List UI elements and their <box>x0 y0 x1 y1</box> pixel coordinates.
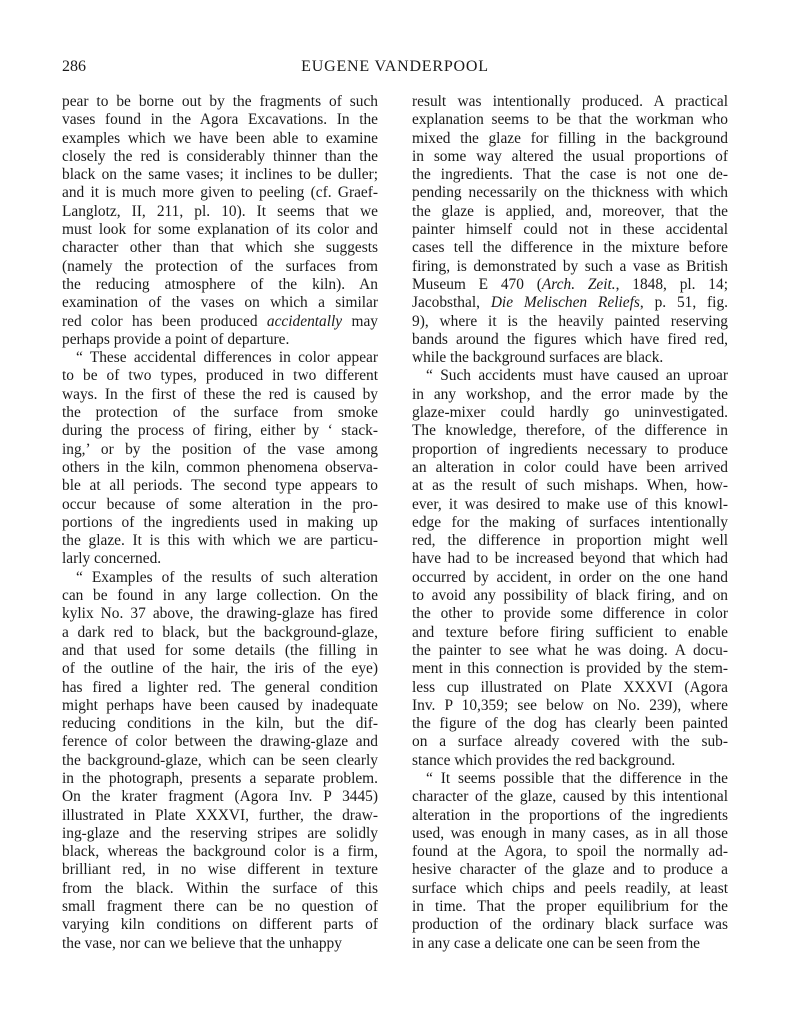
right-column-line: Jacobsthal, Die Melischen Reliefs, p. 51, fig. <box>412 294 728 312</box>
left-column <box>62 93 378 953</box>
left-column-line: character other than that which she suggests <box>62 239 378 257</box>
left-column-line: pear to be borne out by the fragments of such <box>62 93 378 110</box>
left-column-line: black, whereas the background color is a firm, <box>62 843 378 861</box>
left-column-line: “ Examples of the results of such alteration <box>76 568 378 586</box>
left-column-line: ways. In the first of these the red is caused by <box>62 385 378 403</box>
left-column-line: On the krater fragment (Agora Inv. P 3445) <box>62 788 378 806</box>
right-column-line: The knowledge, therefore, of the difference in <box>412 422 728 440</box>
left-column-line: reducing conditions in the kiln, but the dif- <box>62 715 378 733</box>
left-column-line: occur because of some alteration in the pro- <box>62 495 378 513</box>
left-column-line: from the black. Within the surface of this <box>62 879 378 897</box>
right-column-line: the figure of the dog has clearly been painted <box>412 715 728 733</box>
right-column-line: found at the Agora, to spoil the normally ad- <box>412 843 728 861</box>
left-column-line: can be found in any large collection. On the <box>62 587 378 605</box>
left-column-line: ing,’ or by the position of the vase among <box>62 440 378 458</box>
right-column-line: character of the glaze, caused by this intentional <box>412 788 728 806</box>
left-column-line: the vase, nor can we believe that the unhappy <box>62 934 342 952</box>
left-column-line: kylix No. 37 above, the drawing-glaze has fired <box>62 605 378 623</box>
left-column-line: red color has been produced accidentally may <box>62 312 378 330</box>
left-column-line: has fired a lighter red. The general condition <box>62 678 378 696</box>
right-column-line: explanation seems to be that the workman who <box>412 111 728 129</box>
left-column-line: small fragment there can be no question of <box>62 898 378 916</box>
left-column-line: Langlotz, II, 211, pl. 10). It seems that we <box>62 202 378 220</box>
left-column-line: closely the red is considerably thinner than the <box>62 147 378 165</box>
left-column-line: might perhaps have been caused by inadequate <box>62 696 378 714</box>
right-column-line: ever, it was desired to make use of this knowl- <box>412 495 728 513</box>
right-column-line: stance which provides the red background. <box>412 751 676 769</box>
right-column-line: the glaze is applied, and, moreover, that the <box>412 202 728 220</box>
left-column-line: and that used for some details (the filling in <box>62 641 378 659</box>
left-column-line: others in the kiln, common phenomena observa- <box>62 458 378 476</box>
left-column-line: ing-glaze and the reserving stripes are solidly <box>62 824 378 842</box>
right-column-line: Inv. P 10,359; see below on No. 239), where <box>412 696 728 714</box>
right-column-line: occurred by accident, in order on the one hand <box>412 568 728 586</box>
left-column-line: examination of the vases on which a similar <box>62 294 378 312</box>
left-column-line: larly concerned. <box>62 550 162 568</box>
left-column-line: portions of the ingredients used in making up <box>62 513 378 531</box>
right-column-line: production of the ordinary black surface was <box>412 916 728 934</box>
right-column-line: cases tell the difference in the mixture before <box>412 239 728 257</box>
left-column-line: of the outline of the hair, the iris of the eye) <box>62 660 378 678</box>
right-column-line: “ Such accidents must have caused an uproar <box>426 367 728 385</box>
right-column-line: edge for the making of surfaces intentionally <box>412 513 728 531</box>
right-column-line: less cup illustrated on Plate XXXVI (Agora <box>412 678 728 696</box>
right-column-line: result was intentionally produced. A practical <box>412 93 728 110</box>
right-column-line: have had to be increased beyond that which had <box>412 550 728 568</box>
page-header <box>62 58 728 80</box>
right-column-line: in time. That the proper equilibrium for the <box>412 898 728 916</box>
left-column-line: examples which we have been able to examine <box>62 129 378 147</box>
left-column-line: (namely the protection of the surfaces from <box>62 257 378 275</box>
left-column-line: during the process of firing, either by ‘ stack- <box>62 422 378 440</box>
left-column-line: the background-glaze, which can be seen clearly <box>62 751 378 769</box>
left-column-line: and it is much more given to peeling (cf. Graef- <box>62 184 378 202</box>
right-column-line: painter himself could not in these accidental <box>412 221 728 239</box>
page-number: 286 <box>62 58 86 75</box>
right-column-line: the other to provide some difference in color <box>412 605 728 623</box>
right-column-line: Museum E 470 (Arch. Zeit., 1848, pl. 14; <box>412 275 728 293</box>
right-column-line: surface which chips and peels readily, at least <box>412 879 728 897</box>
left-column-line: the protection of the surface from smoke <box>62 404 378 422</box>
left-column-line: “ These accidental differences in color appear <box>76 349 378 367</box>
right-column-line: to avoid any possibility of black firing, and on <box>412 587 728 605</box>
left-column-line: a dark red to black, but the background-glaze, <box>62 623 378 641</box>
left-column-line: ble at all periods. The second type appears to <box>62 477 378 495</box>
left-column-line: black on the same vases; it inclines to be duller; <box>62 166 378 184</box>
right-column-line: alteration in the proportions of the ingredients <box>412 806 728 824</box>
right-column <box>412 93 728 953</box>
right-column-line: the painter to see what he was doing. A docu- <box>412 641 728 659</box>
left-column-line: to be of two types, produced in two different <box>62 367 378 385</box>
right-column-line: in some way altered the usual proportions of <box>412 147 728 165</box>
right-column-line: on a surface already covered with the sub- <box>412 733 728 751</box>
left-column-line: vases found in the Agora Excavations. In the <box>62 111 378 129</box>
right-column-line: in any workshop, and the error made by the <box>412 385 728 403</box>
right-column-line: the ingredients. That the case is not one de- <box>412 166 728 184</box>
left-column-line: the reducing atmosphere of the kiln). An <box>62 275 378 293</box>
right-column-line: firing, is demonstrated by such a vase as British <box>412 257 728 275</box>
right-column-line: while the background surfaces are black. <box>412 349 664 367</box>
left-column-line: perhaps provide a point of departure. <box>62 330 290 348</box>
left-column-line: illustrated in Plate XXXVI, further, the draw- <box>62 806 378 824</box>
right-column-line: proportion of ingredients necessary to produce <box>412 440 728 458</box>
right-column-line: an alteration in color could have been arrived <box>412 458 728 476</box>
left-column-line: brilliant red, in no wise different in texture <box>62 861 378 879</box>
right-column-line: in any case a delicate one can be seen from the <box>412 934 701 952</box>
right-column-line: bands around the figures which have fired red, <box>412 330 728 348</box>
right-column-line: used, was enough in many cases, as in all those <box>412 824 728 842</box>
left-column-line: ference of color between the drawing-glaze and <box>62 733 378 751</box>
left-column-line: in the photograph, presents a separate problem. <box>62 769 378 787</box>
left-column-line: varying kiln conditions on different parts of <box>62 916 378 934</box>
right-column-line: at as the result of such mishaps. When, how- <box>412 477 728 495</box>
right-column-line: hesive character of the glaze and to produce a <box>412 861 728 879</box>
running-head: EUGENE VANDERPOOL <box>301 58 489 75</box>
left-column-line: the glaze. It is this with which we are particu- <box>62 532 378 550</box>
right-column-line: 9), where it is the heavily painted reserving <box>412 312 728 330</box>
right-column-line: pending necessarily on the thickness with which <box>412 184 728 202</box>
right-column-line: ment in this connection is provided by the stem- <box>412 660 728 678</box>
right-column-line: red, the difference in proportion might well <box>412 532 728 550</box>
right-column-line: glaze-mixer could hardly go uninvestigated. <box>412 404 728 422</box>
right-column-line: “ It seems possible that the difference in the <box>426 769 728 787</box>
right-column-line: and texture before firing sufficient to enable <box>412 623 728 641</box>
right-column-line: mixed the glaze for filling in the background <box>412 129 728 147</box>
left-column-line: must look for some explanation of its color and <box>62 221 378 239</box>
